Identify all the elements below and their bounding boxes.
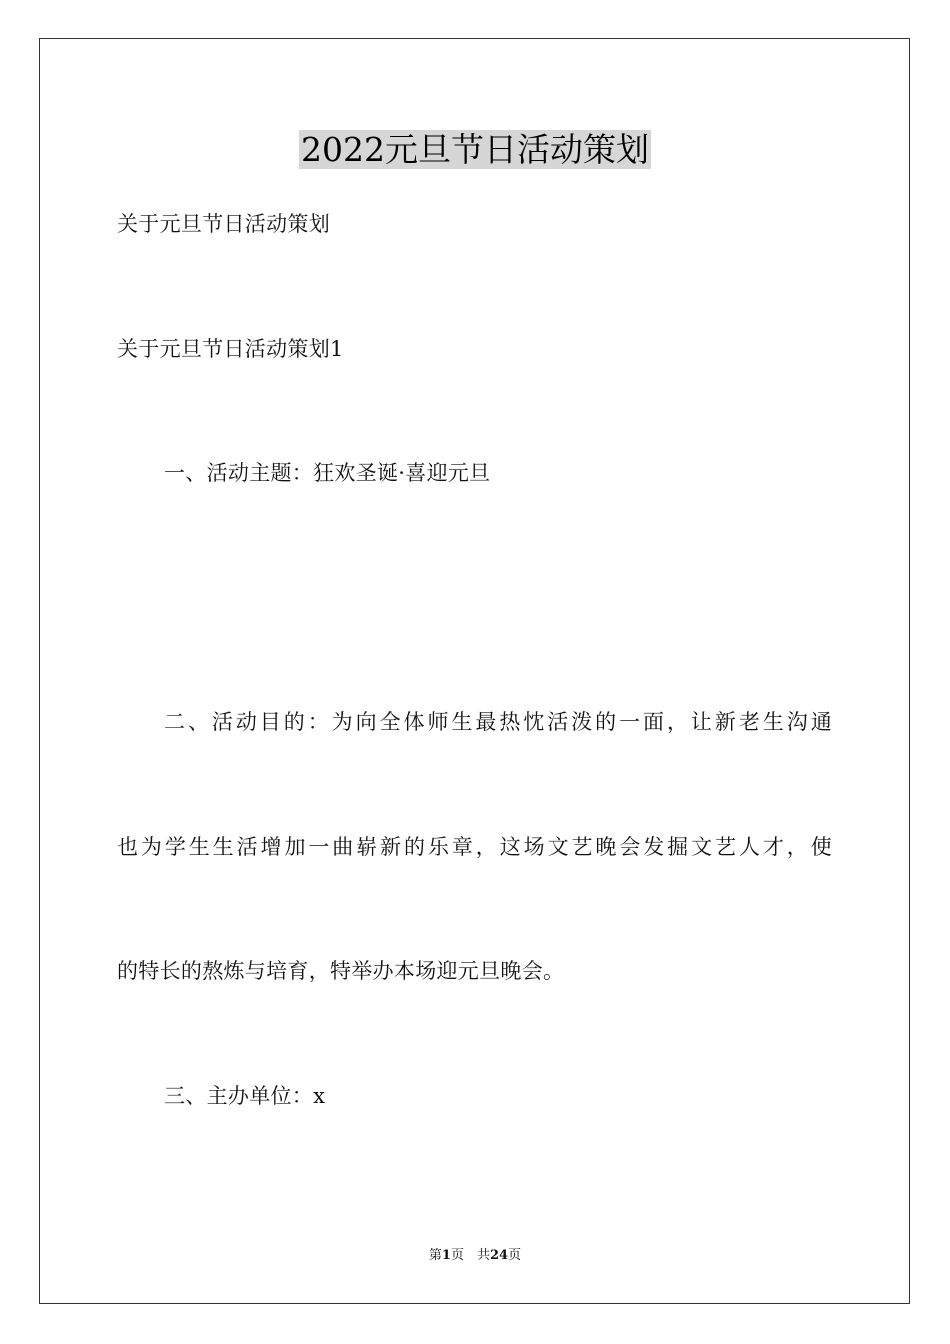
document-title [0, 128, 950, 172]
paragraph-organizer: 三、主办单位：x [164, 1084, 326, 1108]
paragraph-purpose-line-1: 二、活动目的：为向全体师生最热忱活泼的一面，让新老生沟通 [164, 710, 832, 734]
footer-page-mid: 页 共 [450, 1248, 490, 1263]
footer-page-prefix: 第 [428, 1248, 442, 1263]
section-heading: 关于元旦节日活动策划1 [117, 337, 344, 361]
footer-page-suffix: 页 [508, 1248, 522, 1263]
footer-page-current: 1 [441, 1248, 451, 1263]
paragraph-theme: 一、活动主题：狂欢圣诞·喜迎元旦 [164, 461, 491, 485]
footer-page-total: 24 [489, 1248, 509, 1263]
paragraph-purpose-line-3: 的特长的熬炼与培育，特举办本场迎元旦晚会。 [117, 959, 565, 983]
document-subtitle: 关于元旦节日活动策划 [117, 212, 330, 236]
page-footer [0, 1247, 950, 1265]
paragraph-purpose-line-2: 也为学生生活增加一曲崭新的乐章，这场文艺晚会发掘文艺人才，使 [117, 835, 832, 859]
document-title-text: 2022元旦节日活动策划 [301, 130, 649, 169]
